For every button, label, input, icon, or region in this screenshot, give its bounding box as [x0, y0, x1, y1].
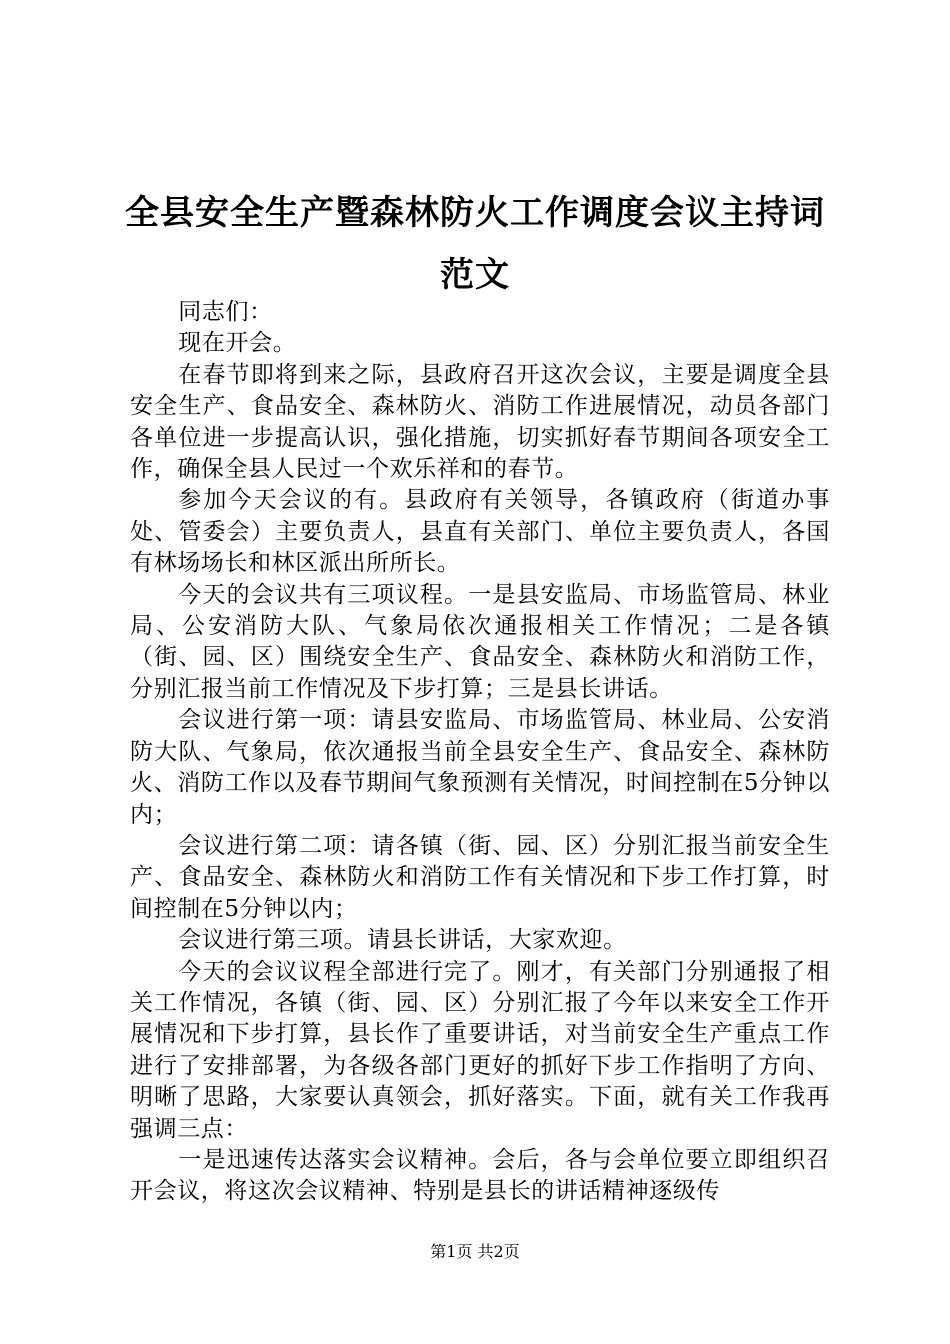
paragraph: 会议进行第一项：请县安监局、市场监管局、林业局、公安消防大队、气象局，依次通报当前全县安全生产、食品安全、森林防火、消防工作以及春节期间气象预测有关情况，时间控制在5分钟以内； — [130, 707, 830, 828]
page-footer: 第1页 共2页 — [430, 1242, 520, 1261]
document-body — [130, 297, 830, 1208]
paragraph: 今天的会议共有三项议程。一是县安监局、市场监管局、林业局、公安消防大队、气象局依次通报相关工作情况；二是各镇（街、园、区）围绕安全生产、食品安全、森林防火和消防工作，分别汇报当前工作情况及下步打算；三是县长讲话。 — [130, 581, 830, 702]
paragraph: 参加今天会议的有。县政府有关领导，各镇政府（街道办事处、管委会）主要负责人，县直有关部门、单位主要负责人，各国有林场场长和林区派出所所长。 — [130, 487, 830, 577]
paragraph: 在春节即将到来之际，县政府召开这次会议，主要是调度全县安全生产、食品安全、森林防火、消防工作进展情况，动员各部门各单位进一步提高认识，强化措施，切实抓好春节期间各项安全工作，确保全县人民过一个欢乐祥和的春节。 — [130, 361, 830, 483]
document-title: 全县安全生产暨森林防火工作调度会议主持词范文 — [125, 193, 825, 295]
paragraph: 现在开会。 — [178, 330, 297, 357]
paragraph: 会议进行第三项。请县长讲话，大家欢迎。 — [178, 927, 627, 954]
paragraph: 一是迅速传达落实会议精神。会后，各与会单位要立即组织召开会议，将这次会议精神、特别是县长的讲话精神逐级传 — [130, 1146, 830, 1205]
paragraph-salutation: 同志们： — [178, 299, 273, 325]
paragraph: 会议进行第二项：请各镇（街、园、区）分别汇报当前安全生产、食品安全、森林防火和消防工作有关情况和下步工作打算，时间控制在5分钟以内； — [130, 832, 830, 922]
paragraph: 今天的会议议程全部进行完了。刚才，有关部门分别通报了相关工作情况，各镇（街、园、区）分别汇报了今年以来安全工作开展情况和下步打算，县长作了重要讲话，对当前安全生产重点工作进行了安排部署，为各级各部门更好的抓好下步工作指明了方向、明晰了思路，大家要认真领会，抓好落实。下面，就有关工作我再强调三点： — [130, 958, 830, 1142]
